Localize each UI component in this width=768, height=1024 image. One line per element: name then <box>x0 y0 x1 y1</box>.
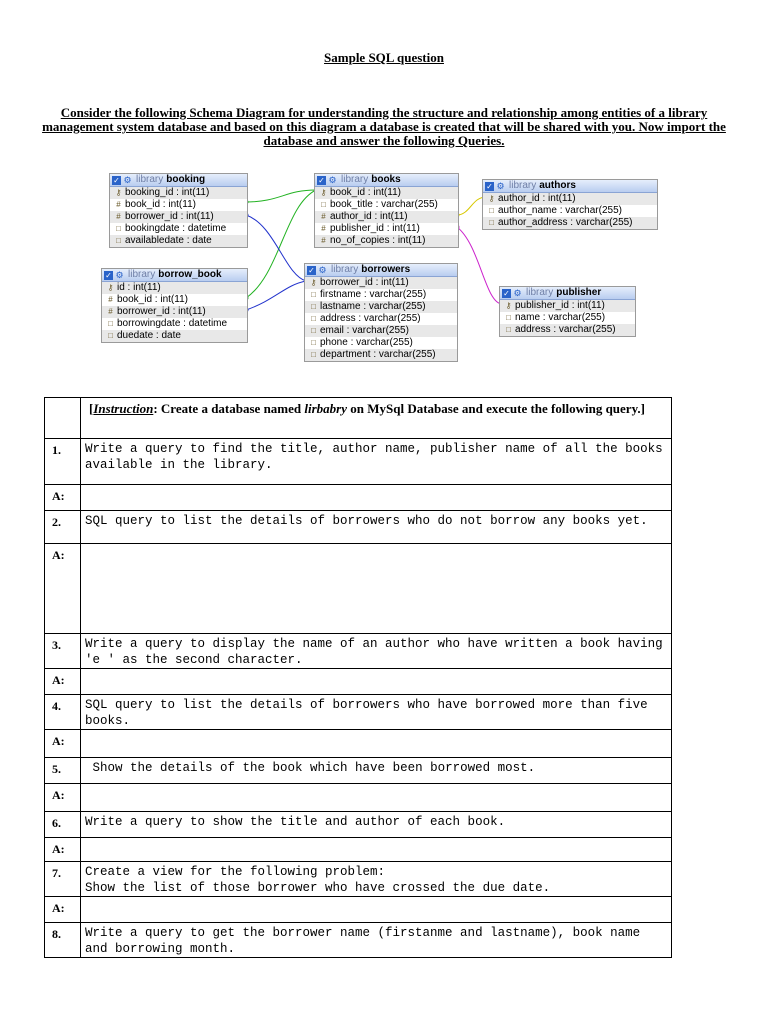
field-text: borrower_id : int(11) <box>117 306 206 317</box>
table-field <box>500 312 635 324</box>
table-borrowers <box>304 263 458 362</box>
table-field <box>102 318 247 330</box>
field-type-icon: □ <box>489 218 494 227</box>
table-borrow-book <box>101 268 248 343</box>
field-type-icon: □ <box>311 350 316 359</box>
key-icon: ⚷ <box>320 188 327 197</box>
answer-label: A: <box>45 784 81 812</box>
question-text: Write a query to find the title, author name, publisher name of all the books available in the library. <box>81 439 672 485</box>
field-type-icon: # <box>321 212 326 221</box>
table-field <box>110 211 247 223</box>
table-header <box>305 264 457 277</box>
field-text: borrower_id : int(11) <box>320 277 409 288</box>
question-row <box>45 923 672 958</box>
field-text: booking_id : int(11) <box>125 187 210 198</box>
link-books-publisher <box>457 227 502 304</box>
question-number: 1. <box>45 439 81 485</box>
check-icon: ✓ <box>308 265 315 275</box>
table-booking <box>109 173 248 248</box>
field-text: phone : varchar(255) <box>320 337 413 348</box>
table-field <box>315 223 458 235</box>
table-field <box>305 289 457 301</box>
field-text: borrowingdate : datetime <box>117 318 228 329</box>
question-number: 8. <box>45 923 81 958</box>
question-number: 7. <box>45 862 81 897</box>
table-field <box>500 324 635 336</box>
question-number: 4. <box>45 695 81 730</box>
field-type-icon: □ <box>116 236 121 245</box>
gear-icon: ⚙ <box>496 180 505 191</box>
answer-row <box>45 485 672 511</box>
answer-cell[interactable] <box>81 485 672 511</box>
table-name: borrow_book <box>158 269 222 280</box>
answer-row <box>45 784 672 812</box>
link-booking-borrower <box>246 215 306 281</box>
table-field <box>315 199 458 211</box>
table-field <box>483 193 657 205</box>
field-type-icon: # <box>108 307 113 316</box>
field-type-icon: □ <box>116 224 121 233</box>
check-icon: ✓ <box>486 181 493 191</box>
answer-label: A: <box>45 669 81 695</box>
questions-table <box>44 397 672 958</box>
table-header <box>500 287 635 300</box>
answer-cell[interactable] <box>81 730 672 758</box>
field-type-icon: # <box>321 236 326 245</box>
key-icon: ⚷ <box>505 301 512 310</box>
table-header <box>110 174 247 187</box>
instruction-num-cell <box>45 398 81 439</box>
table-field <box>483 217 657 229</box>
key-icon: ⚷ <box>488 194 495 203</box>
field-text: author_id : int(11) <box>330 211 408 222</box>
field-type-icon: # <box>108 295 113 304</box>
field-type-icon: # <box>321 224 326 233</box>
question-text: Write a query to show the title and author of each book. <box>81 812 672 838</box>
question-number: 6. <box>45 812 81 838</box>
question-row <box>45 634 672 669</box>
page-title: Sample SQL question <box>324 50 444 65</box>
question-text: Create a view for the following problem: Show the list of those borrower who have crossed the due date. <box>81 862 672 897</box>
answer-label: A: <box>45 897 81 923</box>
table-field <box>305 313 457 325</box>
answer-row <box>45 669 672 695</box>
field-type-icon: □ <box>311 290 316 299</box>
field-text: name : varchar(255) <box>515 312 606 323</box>
field-type-icon: □ <box>489 206 494 215</box>
table-field <box>305 301 457 313</box>
database-label: library <box>526 287 554 298</box>
field-text: department : varchar(255) <box>320 349 436 360</box>
table-header <box>102 269 247 282</box>
check-icon: ✓ <box>318 175 325 185</box>
answer-row <box>45 730 672 758</box>
table-name: borrowers <box>361 264 411 275</box>
schema-diagram <box>0 165 768 380</box>
table-field <box>110 199 247 211</box>
question-text: Write a query to display the name of an author who have written a book having 'e ' as the second character. <box>81 634 672 669</box>
field-text: author_id : int(11) <box>498 193 576 204</box>
field-type-icon: □ <box>311 326 316 335</box>
database-label: library <box>341 174 369 185</box>
check-icon: ✓ <box>113 175 120 185</box>
answer-label: A: <box>45 544 81 634</box>
check-icon: ✓ <box>503 288 510 298</box>
database-label: library <box>136 174 164 185</box>
table-books <box>314 173 459 248</box>
question-text: Write a query to get the borrower name (firstanme and lastname), book name and borrowing month. <box>81 923 672 958</box>
table-field <box>102 282 247 294</box>
field-text: publisher_id : int(11) <box>515 300 605 311</box>
field-type-icon: # <box>116 200 121 209</box>
field-text: author_name : varchar(255) <box>498 205 622 216</box>
question-row <box>45 862 672 897</box>
table-field <box>315 211 458 223</box>
table-field <box>102 330 247 342</box>
question-number: 3. <box>45 634 81 669</box>
question-row <box>45 511 672 544</box>
check-icon: ✓ <box>105 270 112 280</box>
table-field <box>305 349 457 361</box>
table-field <box>483 205 657 217</box>
field-text: publisher_id : int(11) <box>330 223 420 234</box>
field-text: book_id : int(11) <box>117 294 188 305</box>
link-borrowbook-borrower <box>246 281 306 310</box>
table-field <box>315 235 458 247</box>
gear-icon: ⚙ <box>123 174 132 185</box>
answer-label: A: <box>45 838 81 862</box>
question-number: 5. <box>45 758 81 784</box>
field-text: duedate : date <box>117 330 181 341</box>
field-text: author_address : varchar(255) <box>498 217 633 228</box>
field-type-icon: □ <box>108 319 113 328</box>
field-text: firstname : varchar(255) <box>320 289 427 300</box>
gear-icon: ⚙ <box>318 264 327 275</box>
table-name: booking <box>166 174 206 185</box>
instruction-cell <box>81 398 672 439</box>
table-field <box>110 235 247 247</box>
key-icon: ⚷ <box>310 278 317 287</box>
table-field <box>315 187 458 199</box>
table-name: authors <box>539 180 576 191</box>
table-field <box>102 306 247 318</box>
field-text: availabledate : date <box>125 235 212 246</box>
database-label: library <box>128 269 156 280</box>
question-text: SQL query to list the details of borrowers who do not borrow any books yet. <box>81 511 672 544</box>
field-text: bookingdate : datetime <box>125 223 227 234</box>
instruction-text: [Instruction: Create a database named lirbabry on MySql Database and execute the following query.] <box>89 401 645 416</box>
field-text: lastname : varchar(255) <box>320 301 426 312</box>
question-text: SQL query to list the details of borrowers who have borrowed more than five books. <box>81 695 672 730</box>
answer-label: A: <box>45 485 81 511</box>
field-text: book_id : int(11) <box>330 187 401 198</box>
field-text: id : int(11) <box>117 282 161 293</box>
key-icon: ⚷ <box>115 188 122 197</box>
table-header <box>315 174 458 187</box>
table-authors <box>482 179 658 230</box>
field-type-icon: □ <box>311 314 316 323</box>
table-field <box>102 294 247 306</box>
answer-row <box>45 544 672 634</box>
table-name: publisher <box>556 287 602 298</box>
link-booking-book <box>246 190 316 202</box>
field-text: book_title : varchar(255) <box>330 199 438 210</box>
field-type-icon: □ <box>311 338 316 347</box>
question-text: Show the details of the book which have been borrowed most. <box>81 758 672 784</box>
table-publisher <box>499 286 636 337</box>
answer-cell[interactable] <box>81 669 672 695</box>
field-text: borrower_id : int(11) <box>125 211 214 222</box>
question-row <box>45 812 672 838</box>
field-text: address : varchar(255) <box>320 313 421 324</box>
table-field <box>110 223 247 235</box>
gear-icon: ⚙ <box>328 174 337 185</box>
intro-paragraph: Consider the following Schema Diagram for understanding the structure and relationship among entities of a library management system database and based on this diagram a database is created that will be shared with you. Now import the database and answer the following Queries. <box>42 105 726 148</box>
field-text: book_id : int(11) <box>125 199 196 210</box>
field-type-icon: # <box>116 212 121 221</box>
field-text: no_of_copies : int(11) <box>330 235 426 246</box>
table-name: books <box>371 174 401 185</box>
field-type-icon: □ <box>321 200 326 209</box>
field-type-icon: □ <box>506 313 511 322</box>
field-type-icon: □ <box>108 331 113 340</box>
table-field <box>305 325 457 337</box>
table-field <box>500 300 635 312</box>
answer-cell[interactable] <box>81 784 672 812</box>
answer-cell[interactable] <box>81 897 672 923</box>
database-label: library <box>509 180 537 191</box>
table-field <box>110 187 247 199</box>
field-text: address : varchar(255) <box>515 324 616 335</box>
key-icon: ⚷ <box>107 283 114 292</box>
answer-row <box>45 838 672 862</box>
gear-icon: ⚙ <box>115 269 124 280</box>
field-type-icon: □ <box>311 302 316 311</box>
field-type-icon: □ <box>506 325 511 334</box>
table-field <box>305 337 457 349</box>
answer-row <box>45 897 672 923</box>
question-row <box>45 439 672 485</box>
answer-cell[interactable] <box>81 544 672 634</box>
table-field <box>305 277 457 289</box>
question-number: 2. <box>45 511 81 544</box>
answer-label: A: <box>45 730 81 758</box>
answer-cell[interactable] <box>81 838 672 862</box>
question-row <box>45 695 672 730</box>
question-row <box>45 758 672 784</box>
field-text: email : varchar(255) <box>320 325 409 336</box>
gear-icon: ⚙ <box>513 287 522 298</box>
database-label: library <box>331 264 359 275</box>
table-header <box>483 180 657 193</box>
